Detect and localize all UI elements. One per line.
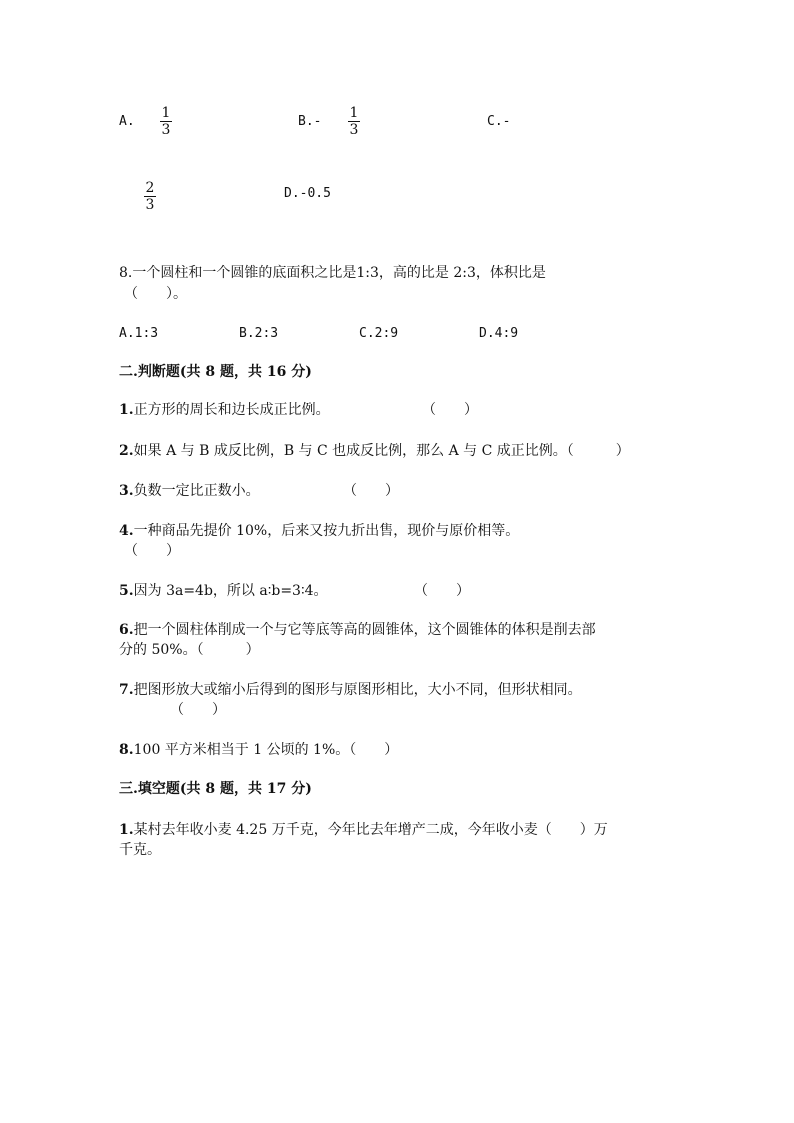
item-number: 3.: [119, 483, 134, 499]
item-number: 8.: [119, 742, 134, 758]
item-number: 6.: [119, 622, 134, 638]
item-statement-continued: 千克。: [119, 842, 161, 858]
answer-blank: （ ）: [124, 543, 180, 559]
section-title: 二.判断题(共 8 题，共 16 分): [119, 364, 312, 380]
item-statement: 因为 3a=4b，所以 a∶b=3∶4。: [133, 583, 328, 599]
question-8-text: 8.一个圆柱和一个圆锥的底面积之比是1:3，高的比是 2:3，体积比是: [119, 265, 546, 281]
item-statement: 某村去年收小麦 4.25 万千克，今年比去年增产二成，今年收小麦（ ）万: [133, 822, 608, 838]
answer-blank: （ ）: [414, 583, 470, 599]
option-d: D.-0.5: [284, 186, 331, 201]
item-text: [119, 441, 630, 461]
option-b-label: B.-: [298, 114, 322, 129]
item-text: [119, 481, 260, 501]
item-statement: 如果 A 与 B 成反比例，B 与 C 也成反比例，那么 A 与 C 成正比例。（ ）: [133, 443, 630, 459]
answer-blank: （ ）: [170, 702, 226, 718]
fraction-denominator: 3: [349, 122, 359, 138]
option-c-label: C.-: [487, 114, 511, 129]
item-text: [119, 620, 596, 640]
option-c-fraction: [143, 180, 157, 213]
option-b: B.2:3: [239, 326, 279, 341]
item-statement: 负数一定比正数小。: [133, 483, 260, 499]
item-statement: 100 平方米相当于 1 公顷的 1%。（ ）: [133, 742, 399, 758]
item-text: [119, 400, 330, 420]
item-text: [119, 680, 582, 700]
option-a: A.1:3: [119, 326, 159, 341]
fraction-denominator: 3: [161, 122, 171, 138]
section-title: 三.填空题(共 8 题，共 17 分): [119, 781, 312, 797]
answer-blank: （ ）: [343, 483, 399, 499]
fraction-numerator: 2: [145, 180, 155, 196]
question-8-blank: （ ）。: [124, 286, 187, 302]
item-number: 7.: [119, 682, 134, 698]
option-d: D.4:9: [479, 326, 519, 341]
option-a-fraction: [159, 105, 173, 138]
item-statement-continued: 分的 50%。（ ）: [119, 642, 260, 658]
item-number: 1.: [119, 402, 134, 418]
option-a-label: A.: [119, 114, 135, 129]
item-text: [119, 521, 519, 541]
item-number: 4.: [119, 523, 134, 539]
option-c: C.2:9: [359, 326, 399, 341]
option-b-fraction: [347, 105, 361, 138]
item-statement: 把图形放大或缩小后得到的图形与原图形相比，大小不同，但形状相同。: [133, 682, 582, 698]
item-text: [119, 820, 608, 840]
fraction-numerator: 1: [349, 105, 359, 121]
fraction-denominator: 3: [145, 197, 155, 213]
fraction-numerator: 1: [161, 105, 171, 121]
item-statement: 一种商品先提价 10%，后来又按九折出售，现价与原价相等。: [133, 523, 520, 539]
item-number: 5.: [119, 583, 134, 599]
item-statement: 正方形的周长和边长成正比例。: [133, 402, 330, 418]
item-number: 2.: [119, 443, 134, 459]
item-text: [119, 740, 398, 760]
item-number: 1.: [119, 822, 134, 838]
item-text: [119, 581, 328, 601]
answer-blank: （ ）: [422, 402, 478, 418]
item-statement: 把一个圆柱体削成一个与它等底等高的圆锥体，这个圆锥体的体积是削去部: [133, 622, 596, 638]
